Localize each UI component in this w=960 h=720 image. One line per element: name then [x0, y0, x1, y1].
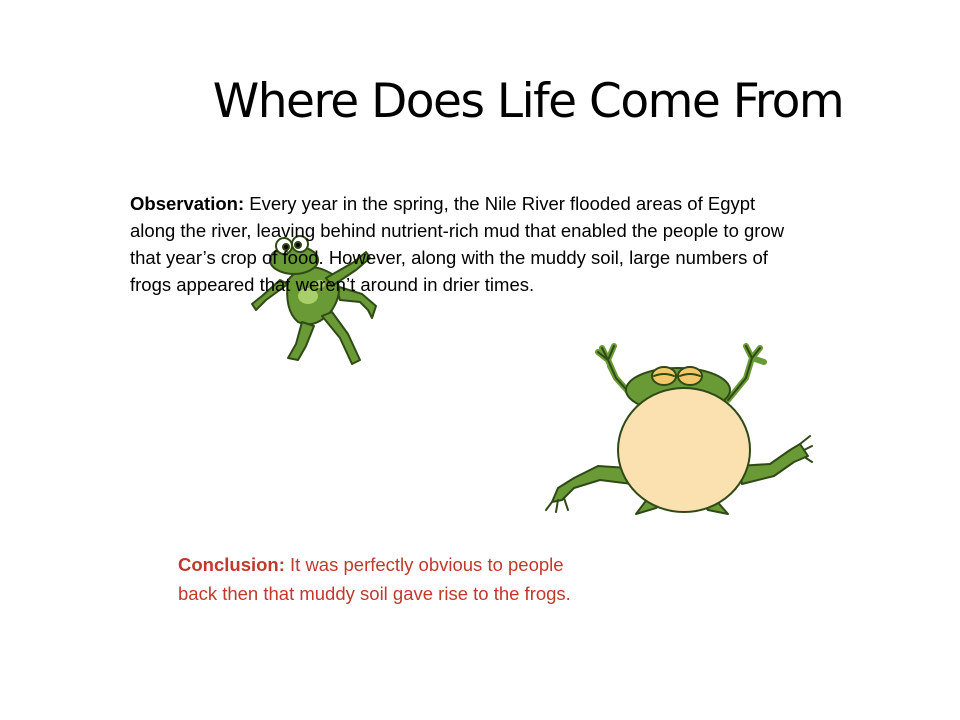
slide-title: Where Does Life Come From — [212, 74, 844, 129]
observation-line: along the river, leaving behind nutrient-rich mud that enabled the people to grow — [130, 220, 785, 241]
conclusion-line: back then that muddy soil gave rise to the frogs. — [178, 583, 571, 604]
observation-text — [130, 190, 960, 298]
observation-line: frogs appeared that weren’t around in drier times. — [130, 274, 535, 295]
conclusion-line: Conclusion: It was perfectly obvious to people — [178, 554, 564, 575]
fat-frog-illustration — [538, 338, 813, 520]
observation-label: Observation: — [130, 193, 245, 214]
conclusion-text — [178, 550, 738, 608]
observation-line: Observation: Every year in the spring, the Nile River flooded areas of Egypt — [130, 193, 756, 214]
observation-line: that year’s crop of food. However, along with the muddy soil, large numbers of — [130, 247, 768, 268]
conclusion-label: Conclusion: — [178, 554, 285, 575]
